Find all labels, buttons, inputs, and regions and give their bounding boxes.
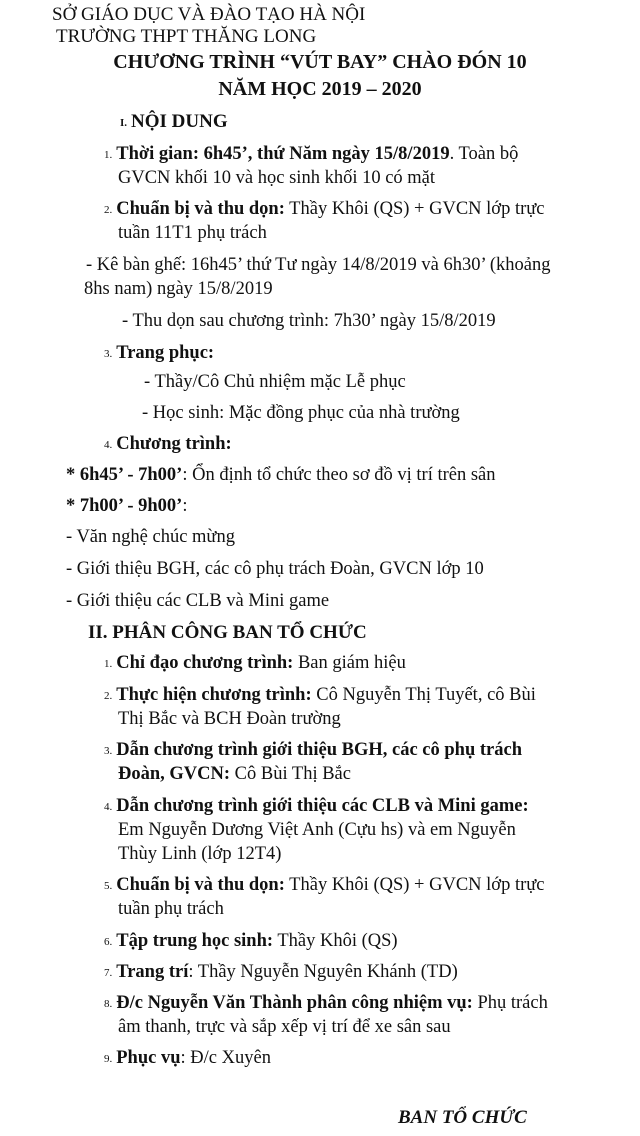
- item-number: 3.: [104, 745, 113, 757]
- assignment-item: [104, 932, 398, 951]
- item-text: Cô Bùi Thị Bắc: [230, 764, 351, 784]
- item-number: 9.: [104, 1053, 113, 1065]
- assignment-item: [104, 994, 548, 1013]
- school-name: TRƯỜNG THPT THĂNG LONG: [56, 26, 317, 47]
- item-text: : Thầy Nguyễn Nguyên Khánh (TD): [188, 962, 458, 982]
- slot-time: * 6h45’ - 7h00’: [66, 465, 183, 485]
- item-number: 2.: [104, 690, 113, 702]
- item-attire: [104, 344, 214, 363]
- item-preparation-continued: tuần 11T1 phụ trách: [118, 223, 267, 243]
- item-preparation: [104, 200, 544, 219]
- item-label: Đ/c Nguyễn Văn Thành phân công nhiệm vụ:: [116, 993, 473, 1013]
- slot-text: : Ổn định tổ chức theo sơ đồ vị trí trên sân: [182, 465, 496, 485]
- section-title: NỘI DUNG: [131, 111, 228, 132]
- program-slot-1: [66, 466, 496, 485]
- assignment-item-continued: tuần phụ trách: [118, 899, 224, 919]
- item-number: 8.: [104, 998, 113, 1010]
- assignment-item-continued: Em Nguyễn Dương Việt Anh (Cựu hs) và em Nguyễn: [118, 820, 516, 840]
- item-label: Chương trình:: [116, 434, 232, 454]
- item-label: Phục vụ: [116, 1048, 181, 1068]
- item-program: [104, 435, 232, 454]
- school-year: NĂM HỌC 2019 – 2020: [218, 78, 422, 100]
- item-label: Dẫn chương trình giới thiệu BGH, các cô phụ trách: [116, 740, 522, 760]
- section-1-heading: [120, 112, 228, 131]
- item-label: Thời gian: 6h45’, thứ Năm ngày 15/8/2019: [116, 144, 450, 164]
- item-label: Chuẩn bị và thu dọn:: [116, 199, 285, 219]
- item-time: [104, 145, 518, 164]
- activity-2: - Giới thiệu BGH, các cô phụ trách Đoàn, GVCN lớp 10: [66, 559, 484, 579]
- item-text: Thầy Khôi (QS): [273, 931, 398, 951]
- assignment-item: [104, 1049, 271, 1068]
- assignment-item: [104, 876, 544, 895]
- setup-line-1: - Kê bàn ghế: 16h45’ thứ Tư ngày 14/8/2019 và 6h30’ (khoảng: [86, 255, 551, 275]
- assignment-item: [104, 797, 529, 816]
- assignment-item-continued: Thị Bắc và BCH Đoàn trường: [118, 709, 341, 729]
- item-number: 3.: [104, 348, 113, 360]
- item-text: Cô Nguyễn Thị Tuyết, cô Bùi: [311, 685, 536, 705]
- item-label: Dẫn chương trình giới thiệu các CLB và Mini game:: [116, 796, 529, 816]
- slot-time: * 7h00’ - 9h00’: [66, 496, 183, 516]
- item-number: 4.: [104, 439, 113, 451]
- item-label: Thực hiện chương trình:: [116, 685, 312, 705]
- department-name: SỞ GIÁO DỤC VÀ ĐÀO TẠO HÀ NỘI: [52, 4, 366, 25]
- section-2-heading: II. PHÂN CÔNG BAN TỔ CHỨC: [88, 622, 367, 643]
- program-title: CHƯƠNG TRÌNH “VÚT BAY” CHÀO ĐÓN 10: [113, 51, 527, 73]
- assignment-item-continued: âm thanh, trực và sắp xếp vị trí để xe sân sau: [118, 1017, 451, 1037]
- item-label: Trang trí: [116, 962, 189, 982]
- assignment-item: [104, 654, 406, 673]
- item-number: 7.: [104, 967, 113, 979]
- item-number: 4.: [104, 801, 113, 813]
- activity-3: - Giới thiệu các CLB và Mini game: [66, 591, 330, 611]
- item-label: Chỉ đạo chương trình:: [116, 653, 294, 673]
- assignment-item: [104, 686, 536, 705]
- item-label: Tập trung học sinh:: [116, 931, 274, 951]
- item-number: 2.: [104, 204, 113, 216]
- item-text: Ban giám hiệu: [293, 653, 406, 673]
- activity-1: - Văn nghệ chúc mừng: [66, 527, 235, 547]
- item-text: Thầy Khôi (QS) + GVCN lớp trực: [284, 199, 545, 219]
- item-number: 6.: [104, 936, 113, 948]
- program-slot-2: [66, 497, 187, 516]
- item-label: Đoàn, GVCN:: [118, 764, 231, 784]
- item-label: Trang phục:: [116, 343, 215, 363]
- assignment-item-continued: Thùy Linh (lớp 12T4): [118, 844, 282, 864]
- slot-text: :: [182, 496, 188, 516]
- item-number: 5.: [104, 880, 113, 892]
- item-number: 1.: [104, 149, 113, 161]
- item-label: Chuẩn bị và thu dọn:: [116, 875, 285, 895]
- item-text: Phụ trách: [472, 993, 548, 1013]
- item-number: 1.: [104, 658, 113, 670]
- organizing-committee-signature: BAN TỔ CHỨC: [398, 1107, 527, 1128]
- setup-line-2: 8hs nam) ngày 15/8/2019: [84, 279, 273, 299]
- cleanup-line: - Thu dọn sau chương trình: 7h30’ ngày 15/8/2019: [122, 311, 496, 331]
- assignment-item: [104, 963, 458, 982]
- item-text: Thầy Khôi (QS) + GVCN lớp trực: [284, 875, 545, 895]
- attire-student: - Học sinh: Mặc đồng phục của nhà trường: [142, 403, 460, 423]
- item-text: . Toàn bộ: [449, 144, 519, 164]
- assignment-item-continued: [118, 765, 351, 784]
- item-time-continued: GVCN khối 10 và học sinh khối 10 có mặt: [118, 168, 436, 188]
- attire-teacher: - Thầy/Cô Chủ nhiệm mặc Lễ phục: [144, 372, 406, 392]
- section-number: I.: [120, 117, 128, 129]
- assignment-item: [104, 741, 522, 760]
- item-text: : Đ/c Xuyên: [180, 1048, 271, 1068]
